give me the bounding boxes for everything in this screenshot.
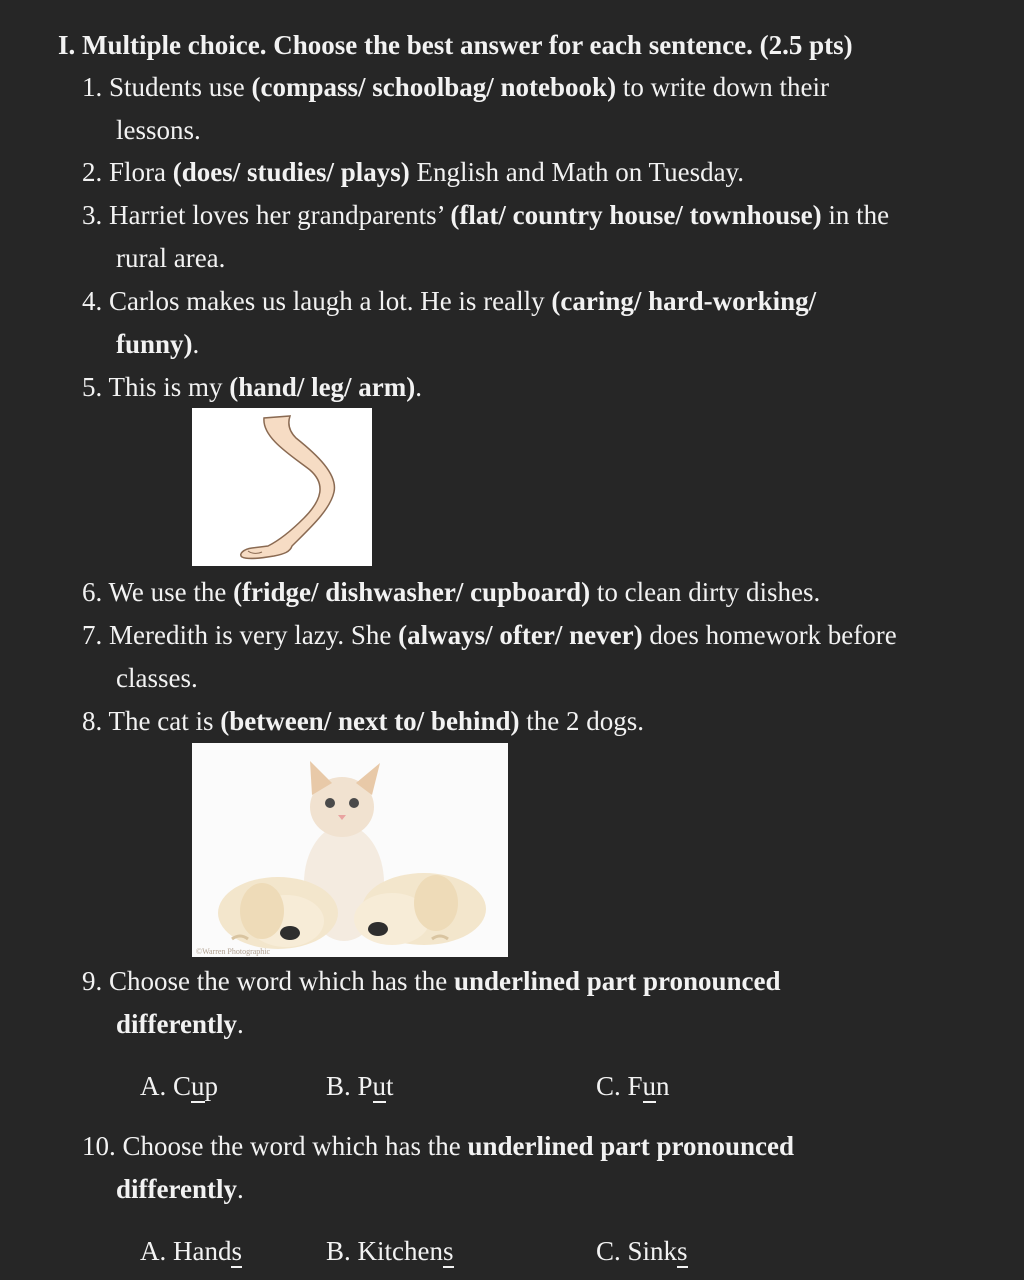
answer-choices: (fridge/ dishwasher/ cupboard) — [233, 577, 591, 607]
question-number: 1. — [82, 72, 103, 102]
question-number: 7. — [82, 620, 103, 650]
section-heading: I. Multiple choice. Choose the best answer for each sentence. (2.5 pts) — [58, 30, 853, 60]
question-2: 2. Flora (does/ studies/ plays) English and Math on Tuesday. — [82, 157, 745, 187]
cat-dogs-image — [192, 743, 508, 957]
cat-dogs-illustration — [192, 743, 508, 957]
watermark-text: ©Warren Photographic — [196, 947, 271, 956]
question-number: 2. — [82, 157, 103, 187]
question-10: 10. Choose the word which has the underlined part pronounced differently. — [82, 1131, 795, 1204]
question-number: 3. — [82, 200, 103, 230]
question-3: 3. Harriet loves her grandparents’ (flat/ country house/ townhouse) in the rural area. — [82, 200, 890, 273]
answer-choices: (between/ next to/ behind) — [220, 706, 520, 736]
question-number: 10. — [82, 1131, 116, 1161]
question-9: 9. Choose the word which has the underlined part pronounced differently. — [82, 966, 781, 1039]
leg-image — [192, 408, 372, 566]
question-5: 5. This is my (hand/ leg/ arm). — [82, 372, 423, 402]
answer-choices: (compass/ schoolbag/ notebook) — [251, 72, 617, 102]
option-b: B. Put — [326, 1071, 394, 1101]
answer-choices: (does/ studies/ plays) — [172, 157, 410, 187]
answer-choices: (caring/ hard-working/ — [551, 286, 817, 316]
option-c: C. Sinks — [596, 1236, 688, 1266]
question-number: 5. — [82, 372, 103, 402]
option-a: A. Hands — [140, 1236, 242, 1266]
question-number: 9. — [82, 966, 103, 996]
question-number: 4. — [82, 286, 103, 316]
option-b: B. Kitchens — [326, 1236, 454, 1266]
answer-choices: (hand/ leg/ arm) — [229, 372, 416, 402]
question-6: 6. We use the (fridge/ dishwasher/ cupboard) to clean dirty dishes. — [82, 577, 821, 607]
question-1: 1. Students use (compass/ schoolbag/ notebook) to write down their lessons. — [82, 72, 830, 145]
leg-illustration — [192, 408, 372, 566]
question-7: 7. Meredith is very lazy. She (always/ ofter/ never) does homework before classes. — [82, 620, 897, 693]
option-c: C. Fun — [596, 1071, 670, 1101]
question-8: 8. The cat is (between/ next to/ behind) the 2 dogs. — [82, 706, 644, 736]
answer-choices: (always/ ofter/ never) — [398, 620, 643, 650]
option-a: A. Cup — [140, 1071, 219, 1101]
question-4: 4. Carlos makes us laugh a lot. He is really (caring/ hard-working/ funny). — [82, 286, 817, 359]
question-number: 8. — [82, 706, 103, 736]
answer-choices: (flat/ country house/ townhouse) — [450, 200, 822, 230]
question-number: 6. — [82, 577, 103, 607]
